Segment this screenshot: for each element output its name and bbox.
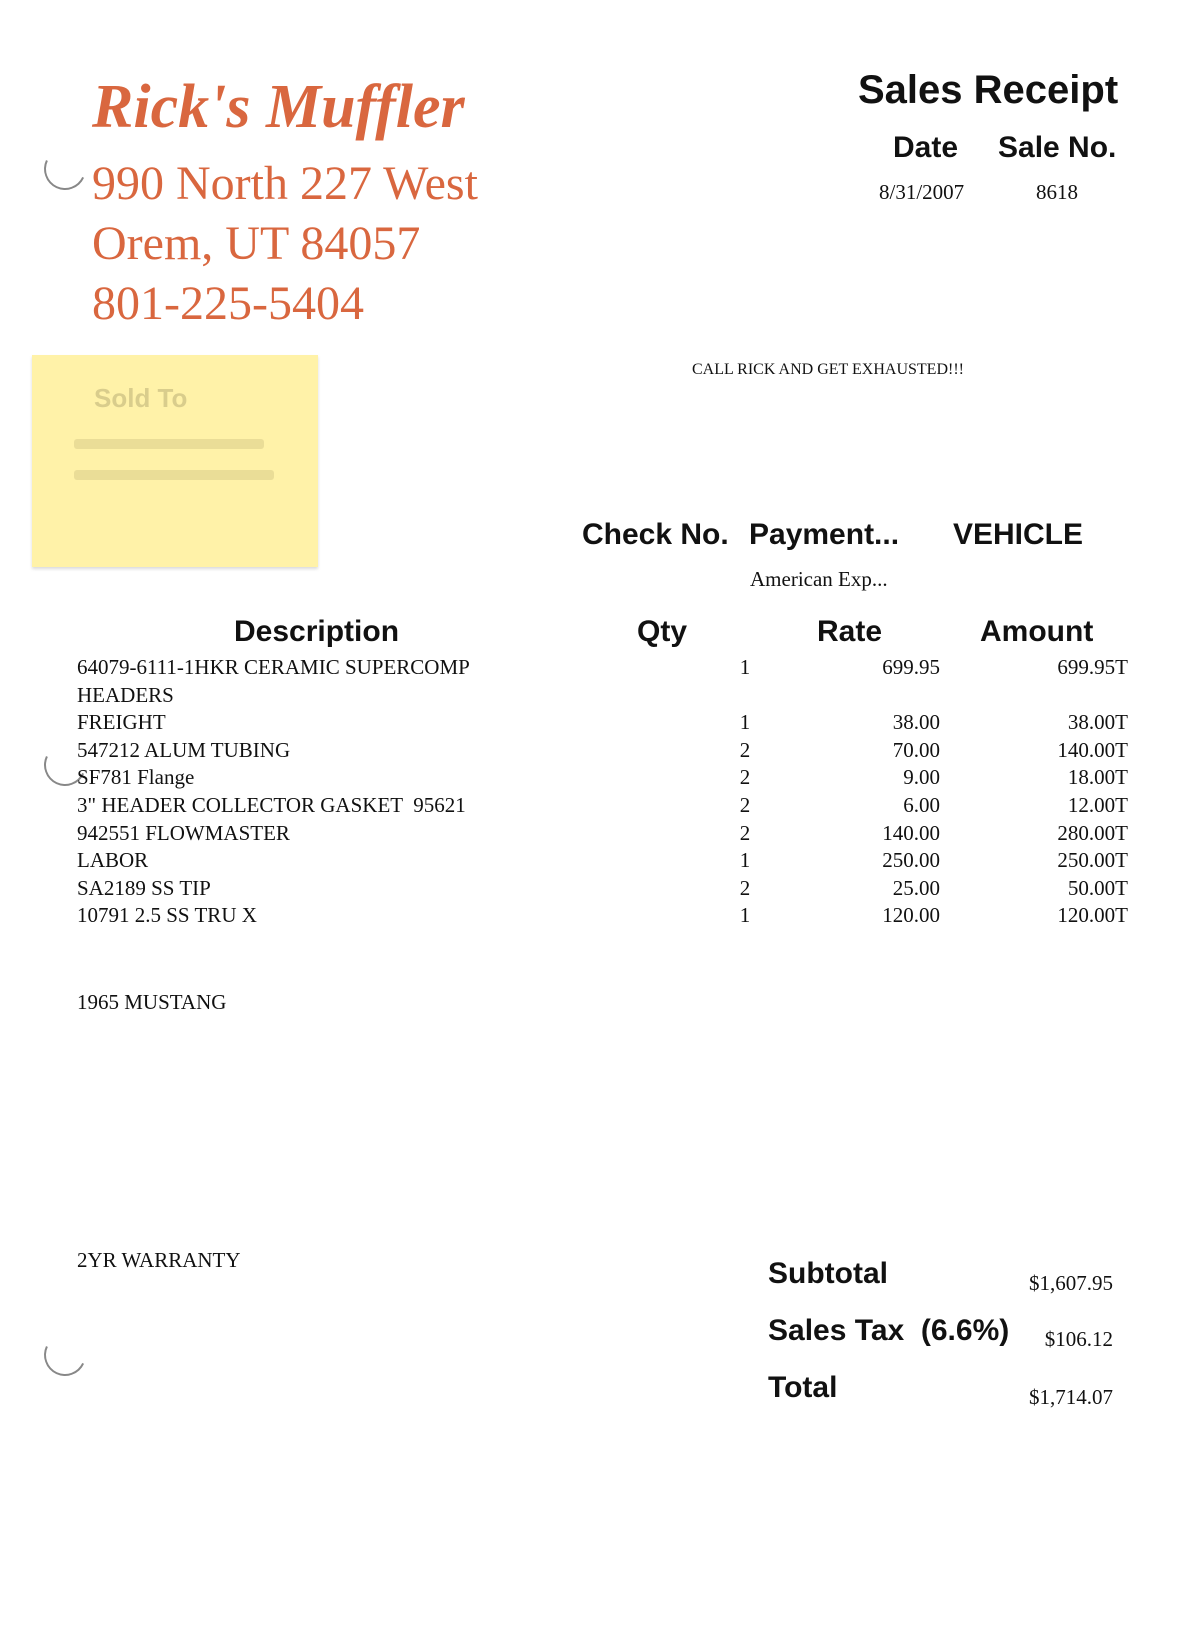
business-phone: 801-225-5404	[92, 277, 364, 330]
sale-no-label: Sale No.	[998, 131, 1117, 164]
item-description: SA2189 SS TIP	[77, 875, 211, 900]
item-rate: 70.00	[892, 737, 940, 762]
item-amount: 140.00T	[1057, 737, 1128, 762]
warranty-note: 2YR WARRANTY	[77, 1248, 241, 1272]
table-row	[0, 654, 1200, 682]
receipt-title: Sales Receipt	[858, 68, 1119, 112]
item-description: FREIGHT	[77, 710, 166, 735]
table-row	[0, 847, 1200, 875]
payment-method: American Exp...	[750, 567, 888, 591]
item-rate: 38.00	[892, 710, 940, 735]
item-description: 547212 ALUM TUBING	[77, 737, 291, 762]
description-header: Description	[234, 615, 400, 648]
business-address-line1: 990 North 227 West	[92, 157, 478, 210]
item-amount: 120.00T	[1057, 903, 1128, 928]
item-description: LABOR	[77, 848, 149, 873]
item-qty: 2	[739, 765, 751, 790]
item-description: 64079-6111-1HKR CERAMIC SUPERCOMP	[77, 655, 470, 679]
table-row	[0, 737, 1200, 765]
item-rate: 120.00	[882, 903, 940, 928]
item-qty: 1	[739, 903, 751, 928]
redacted-line	[74, 439, 264, 449]
item-amount: 699.95T	[1057, 655, 1128, 679]
payment-label: Payment...	[749, 518, 900, 551]
item-qty: 2	[739, 820, 751, 845]
item-qty: 2	[739, 792, 751, 817]
sticky-note-redaction	[32, 355, 318, 567]
table-row	[0, 902, 1200, 930]
item-amount: 18.00T	[1067, 765, 1128, 790]
item-description: 942551 FLOWMASTER	[77, 820, 290, 845]
table-row	[0, 682, 1200, 710]
table-row	[0, 764, 1200, 792]
total-value: $1,714.07	[1029, 1385, 1113, 1409]
table-row	[0, 709, 1200, 737]
qty-header: Qty	[637, 615, 688, 648]
sales-tax-value: $106.12	[1044, 1327, 1113, 1351]
receipt-date: 8/31/2007	[879, 180, 965, 204]
sale-number: 8618	[1036, 180, 1078, 204]
item-amount: 38.00T	[1067, 710, 1128, 735]
item-qty: 1	[739, 710, 751, 735]
item-amount: 12.00T	[1067, 792, 1128, 817]
sales-tax-label: Sales Tax (6.6%)	[768, 1314, 1010, 1347]
vehicle-note: 1965 MUSTANG	[77, 990, 227, 1014]
check-no-label: Check No.	[582, 518, 729, 551]
item-description: SF781 Flange	[77, 765, 195, 790]
amount-header: Amount	[980, 615, 1094, 648]
total-label: Total	[768, 1371, 838, 1404]
table-row	[0, 820, 1200, 848]
business-address-line2: Orem, UT 84057	[92, 217, 421, 270]
item-rate: 6.00	[903, 792, 940, 817]
item-rate: 9.00	[903, 765, 940, 790]
item-rate: 25.00	[892, 875, 940, 900]
rate-header: Rate	[817, 615, 883, 648]
table-row	[0, 875, 1200, 903]
table-row	[0, 792, 1200, 820]
sold-to-label: Sold To	[94, 383, 188, 413]
item-amount: 250.00T	[1057, 848, 1128, 873]
item-qty: 2	[739, 737, 751, 762]
date-label: Date	[893, 131, 959, 164]
subtotal-label: Subtotal	[768, 1257, 888, 1290]
redacted-line	[74, 470, 274, 480]
item-rate: 140.00	[882, 820, 940, 845]
item-qty: 1	[739, 848, 751, 873]
item-qty: 2	[739, 875, 751, 900]
subtotal-value: $1,607.95	[1029, 1271, 1113, 1295]
line-items-table	[0, 654, 1200, 930]
vehicle-label: VEHICLE	[953, 518, 1084, 551]
punch-hole-mark	[38, 1328, 92, 1382]
item-qty: 1	[739, 655, 751, 679]
punch-hole-mark	[38, 142, 92, 196]
item-rate: 699.95	[882, 655, 940, 679]
item-description: 10791 2.5 SS TRU X	[77, 903, 257, 928]
item-description: HEADERS	[77, 682, 174, 707]
item-description: 3" HEADER COLLECTOR GASKET 95621	[77, 792, 466, 817]
slogan: CALL RICK AND GET EXHAUSTED!!!	[692, 361, 964, 378]
item-rate: 250.00	[882, 848, 940, 873]
business-name: Rick's Muffler	[92, 73, 465, 141]
item-amount: 50.00T	[1067, 875, 1128, 900]
item-amount: 280.00T	[1057, 820, 1128, 845]
